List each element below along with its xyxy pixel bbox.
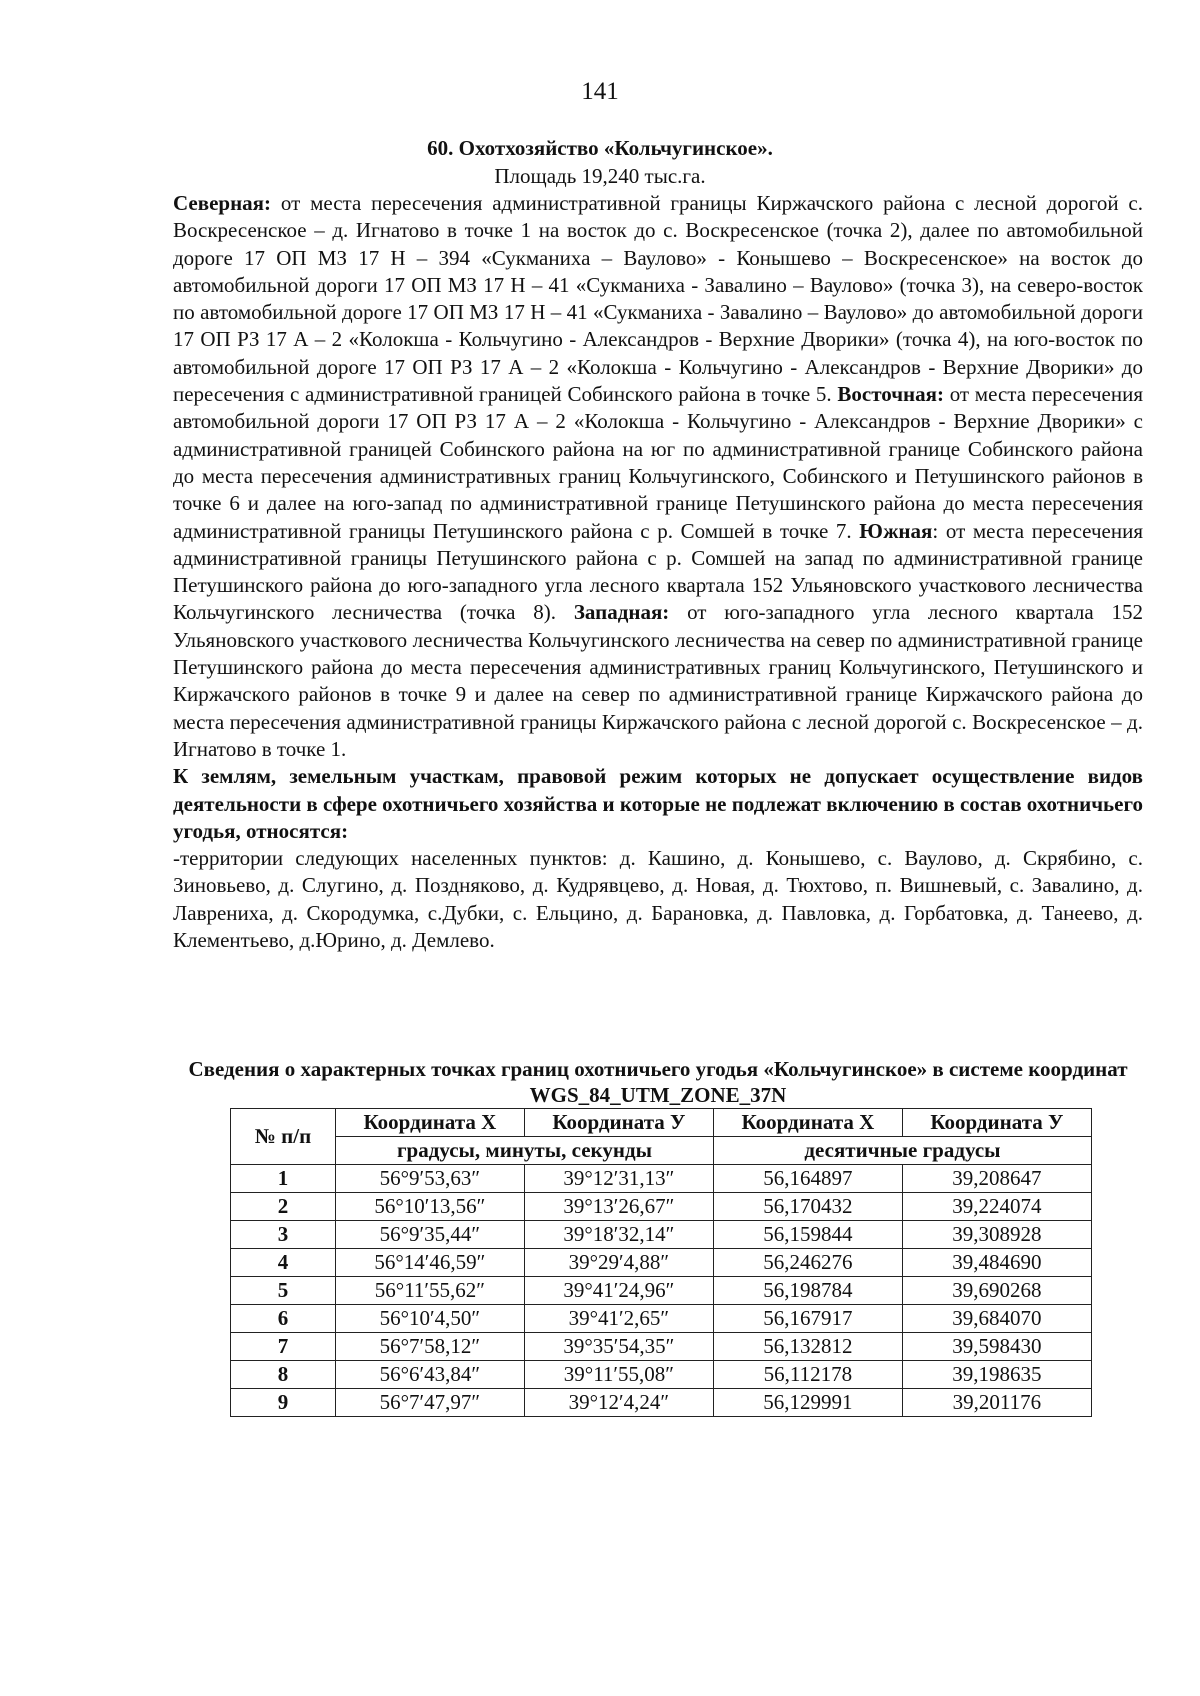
east-label: Восточная: bbox=[837, 382, 945, 407]
cell-y-dec: 39,224074 bbox=[902, 1193, 1091, 1221]
table-row bbox=[231, 1333, 1092, 1361]
table-row bbox=[231, 1249, 1092, 1277]
table-row bbox=[231, 1221, 1092, 1249]
table-units-row bbox=[231, 1137, 1092, 1165]
cell-y-dms: 39°41′24,96″ bbox=[524, 1277, 713, 1305]
cell-y-dec: 39,684070 bbox=[902, 1305, 1091, 1333]
cell-num: 4 bbox=[231, 1249, 336, 1277]
cell-y-dec: 39,208647 bbox=[902, 1165, 1091, 1193]
cell-num: 8 bbox=[231, 1361, 336, 1389]
cell-x-dec: 56,170432 bbox=[713, 1193, 902, 1221]
cell-y-dms: 39°41′2,65″ bbox=[524, 1305, 713, 1333]
page-number: 141 bbox=[581, 78, 619, 105]
cell-y-dms: 39°29′4,88″ bbox=[524, 1249, 713, 1277]
cell-x-dms: 56°7′58,12″ bbox=[336, 1333, 525, 1361]
south-label: Южная bbox=[859, 518, 933, 543]
cell-num: 3 bbox=[231, 1221, 336, 1249]
coordinates-table bbox=[230, 1108, 1092, 1417]
cell-x-dms: 56°6′43,84″ bbox=[336, 1361, 525, 1389]
cell-y-dec: 39,484690 bbox=[902, 1249, 1091, 1277]
cell-y-dec: 39,198635 bbox=[902, 1361, 1091, 1389]
cell-x-dms: 56°14′46,59″ bbox=[336, 1249, 525, 1277]
cell-x-dms: 56°9′53,63″ bbox=[336, 1165, 525, 1193]
south-text: : от места пересечения административной границы Петушинского района с р. Сомшей на запад по административной границе Петушинского района до юго-западного угла лесного квартала 152 Ульяновского участкового лесничества Кольчугинского лесничества (точка 8). bbox=[173, 518, 1143, 625]
cell-y-dms: 39°11′55,08″ bbox=[524, 1361, 713, 1389]
table-row bbox=[231, 1361, 1092, 1389]
cell-num: 5 bbox=[231, 1277, 336, 1305]
header-dec-units: десятичные градусы bbox=[713, 1137, 1091, 1165]
header-x-dms: Координата X bbox=[336, 1109, 525, 1137]
table-header-row bbox=[231, 1109, 1092, 1137]
header-x-dec: Координата X bbox=[713, 1109, 902, 1137]
cell-num: 9 bbox=[231, 1389, 336, 1417]
cell-y-dms: 39°35′54,35″ bbox=[524, 1333, 713, 1361]
area-line: Площадь 19,240 тыс.га. bbox=[494, 164, 706, 188]
cell-y-dec: 39,598430 bbox=[902, 1333, 1091, 1361]
table-row bbox=[231, 1305, 1092, 1333]
cell-x-dec: 56,159844 bbox=[713, 1221, 902, 1249]
boundaries-section bbox=[173, 190, 1143, 954]
header-y-dms: Координата У bbox=[524, 1109, 713, 1137]
cell-y-dms: 39°12′31,13″ bbox=[524, 1165, 713, 1193]
cell-y-dms: 39°13′26,67″ bbox=[524, 1193, 713, 1221]
exclusions-text: -территории следующих населенных пунктов: д. Кашино, д. Конышево, с. Ваулово, д. Скрябино, с. Зиновьево, д. Слугино, д. Поздняково, д. Кудрявцево, д. Новая, д. Тюхтово, п. Вишневый, с. Завалино, д. Лаврениха, д. Скородумка, с.Дубки, с. Ельцино, д. Барановка, д. Павловка, д. Горбатовка, д. Танеево, д. Клементьево, д.Юрино, д. Демлево. bbox=[173, 846, 1143, 953]
cell-x-dec: 56,246276 bbox=[713, 1249, 902, 1277]
cell-num: 6 bbox=[231, 1305, 336, 1333]
cell-num: 1 bbox=[231, 1165, 336, 1193]
north-label: Северная: bbox=[173, 191, 272, 215]
cell-x-dms: 56°7′47,97″ bbox=[336, 1389, 525, 1417]
table-title: Сведения о характерных точках границ охотничьего угодья «Кольчугинское» в системе координат WGS_84_UTM_ZONE_37N bbox=[188, 1057, 1128, 1107]
cell-x-dms: 56°10′13,56″ bbox=[336, 1193, 525, 1221]
cell-y-dec: 39,201176 bbox=[902, 1389, 1091, 1417]
east-text: от места пересечения автомобильной дороги 17 ОП РЗ 17 А – 2 «Колокша - Кольчугино - Александров - Верхние Дворики» с административной границей Собинского района на юг по административной границе Собинского района до места пересечения административных границ Кольчугинского, Собинского и Петушинского районов в точке 6 и далее на юго-запад по административной границе Петушинского района до места пересечения административной границы Петушинского района с р. Сомшей в точке 7. bbox=[173, 382, 1144, 543]
west-text: от юго-западного угла лесного квартала 152 Ульяновского участкового лесничества Кольчугинского лесничества на север по административной границе Петушинского района до места пересечения административных границ Кольчугинского, Петушинского и Киржачского районов в точке 9 и далее на север по административной границе Киржачского района до места пересечения административной границы Киржачского района с лесной дорогой с. Воскресенское – д. Игнатово в точке 1. bbox=[173, 600, 1144, 761]
cell-x-dec: 56,198784 bbox=[713, 1277, 902, 1305]
table-row bbox=[231, 1165, 1092, 1193]
cell-num: 2 bbox=[231, 1193, 336, 1221]
cell-x-dms: 56°11′55,62″ bbox=[336, 1277, 525, 1305]
exclusions-heading: К землям, земельным участкам, правовой режим которых не допускает осуществление видов деятельности в сфере охотничьего хозяйства и которые не подлежат включению в состав охотничьего угодья, относятся: bbox=[173, 764, 1143, 843]
cell-x-dec: 56,164897 bbox=[713, 1165, 902, 1193]
cell-y-dec: 39,690268 bbox=[902, 1277, 1091, 1305]
north-text: от места пересечения административной границы Киржачского района с лесной дорогой с. Воскресенское – д. Игнатово в точке 1 на восток до с. Воскресенское (точка 2), далее по автомобильной дороге 17 ОП МЗ 17 Н – 394 «Сукманиха – Ваулово» - Конышево – Воскресенское» на восток до автомобильной дороги 17 ОП МЗ 17 Н – 41 «Сукманиха - Завалино – Ваулово» (точка 3), на северо-восток по автомобильной дороге 17 ОП МЗ 17 Н – 41 «Сукманиха - Завалино – Ваулово» до автомобильной дороги 17 ОП РЗ 17 А – 2 «Колокша - Кольчугино - Александров - Верхние Дворики» (точка 4), на юго-восток по автомобильной дороге 17 ОП РЗ 17 А – 2 «Колокша - Кольчугино - Александров - Верхние Дворики» до пересечения с административной границей Собинского района в точке 5. bbox=[173, 191, 1143, 407]
cell-y-dec: 39,308928 bbox=[902, 1221, 1091, 1249]
cell-x-dec: 56,112178 bbox=[713, 1361, 902, 1389]
boundaries-paragraph bbox=[173, 190, 1143, 763]
table-row bbox=[231, 1277, 1092, 1305]
cell-x-dec: 56,167917 bbox=[713, 1305, 902, 1333]
cell-x-dms: 56°10′4,50″ bbox=[336, 1305, 525, 1333]
west-label: Западная: bbox=[573, 600, 670, 625]
table-row bbox=[231, 1193, 1092, 1221]
cell-y-dms: 39°12′4,24″ bbox=[524, 1389, 713, 1417]
exclusions-paragraph bbox=[173, 763, 1143, 845]
header-y-dec: Координата У bbox=[902, 1109, 1091, 1137]
cell-x-dec: 56,132812 bbox=[713, 1333, 902, 1361]
document-title: 60. Охотхозяйство «Кольчугинское». bbox=[427, 136, 773, 160]
cell-num: 7 bbox=[231, 1333, 336, 1361]
header-num: № п/п bbox=[231, 1109, 336, 1165]
cell-y-dms: 39°18′32,14″ bbox=[524, 1221, 713, 1249]
table-row bbox=[231, 1389, 1092, 1417]
cell-x-dms: 56°9′35,44″ bbox=[336, 1221, 525, 1249]
cell-x-dec: 56,129991 bbox=[713, 1389, 902, 1417]
header-dms-units: градусы, минуты, секунды bbox=[336, 1137, 714, 1165]
